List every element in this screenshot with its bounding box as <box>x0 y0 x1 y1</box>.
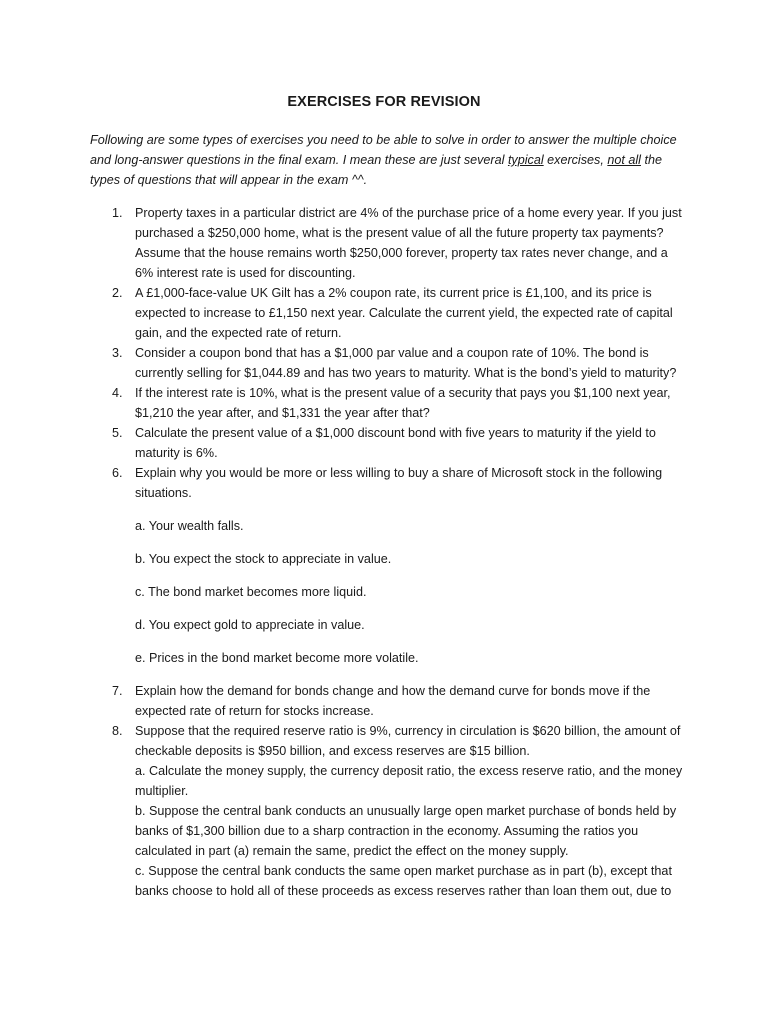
item-6-subitem-b: b. You expect the stock to appreciate in value. <box>135 552 392 566</box>
item-6-subitem-d: d. You expect gold to appreciate in value. <box>135 618 365 632</box>
item-number: 8. <box>112 724 123 738</box>
item-6-subitem-c: c. The bond market becomes more liquid. <box>135 585 367 599</box>
item-number: 3. <box>112 346 123 360</box>
item-text: Suppose that the required reserve ratio is 9%, currency in circulation is $620 billion, the amount of checkable deposits is $950 billion, and excess reserves are $15 billion. <box>135 724 681 758</box>
item-number: 4. <box>112 386 123 400</box>
item-text: A £1,000-face-value UK Gilt has a 2% coupon rate, its current price is £1,100, and its price is expected to increase to £1,150 next year. Calculate the current yield, the expected rate of capital gain, and the expected rate of return. <box>135 286 673 340</box>
intro-paragraph <box>90 130 680 190</box>
intro-not-all: not all <box>607 153 641 167</box>
item-text: Property taxes in a particular district are 4% of the purchase price of a home every year. If you just purchased a $250,000 home, what is the present value of all the future property tax payments? Assume that the house remains worth $250,000 forever, property tax rates never change, and a 6% interest rate is used for discounting. <box>135 206 682 280</box>
item-number: 6. <box>112 466 123 480</box>
intro-text-2: exercises, <box>543 153 608 167</box>
item-6-subitem-a: a. Your wealth falls. <box>135 519 244 533</box>
item-number: 7. <box>112 684 123 698</box>
exercise-item-4 <box>90 383 685 423</box>
item-number: 1. <box>112 206 123 220</box>
exercise-item-6 <box>90 463 685 503</box>
item-8-part-c: c. Suppose the central bank conducts the same open market purchase as in part (b), except that banks choose to hold all of these proceeds as excess reserves rather than loan them out, due to <box>135 864 672 898</box>
exercise-list <box>90 203 685 901</box>
intro-text-3: the types of questions that will appear in the exam ^^. <box>90 153 662 187</box>
exercise-item-2 <box>90 283 685 343</box>
exercise-item-5 <box>90 423 685 463</box>
intro-typical: typical <box>507 153 544 167</box>
exercise-item-8 <box>90 721 685 901</box>
exercise-item-7 <box>90 681 685 721</box>
item-8-part-b: b. Suppose the central bank conducts an unusually large open market purchase of bonds held by banks of $1,300 billion due to a sharp contraction in the economy. Assuming the ratios you calculated in part (a) remain the same, predict the effect on the money supply. <box>135 804 677 858</box>
exercise-item-3 <box>90 343 685 383</box>
item-number: 2. <box>112 286 123 300</box>
item-text: Explain how the demand for bonds change and how the demand curve for bonds move if the expected rate of return for stocks increase. <box>135 684 651 718</box>
intro-text-1: Following are some types of exercises you need to be able to solve in order to answer the multiple choice and long-answer questions in the final exam. I mean these are just several <box>90 133 677 167</box>
item-number: 5. <box>112 426 123 440</box>
exercise-item-1 <box>90 203 685 283</box>
item-text: If the interest rate is 10%, what is the present value of a security that pays you $1,100 next year, $1,210 the year after, and $1,331 the year after that? <box>135 386 671 420</box>
page-title: EXERCISES FOR REVISION <box>287 94 481 110</box>
item-6-subitem-e: e. Prices in the bond market become more volatile. <box>135 651 419 665</box>
item-text: Calculate the present value of a $1,000 discount bond with five years to maturity if the yield to maturity is 6%. <box>135 426 656 460</box>
item-text: Consider a coupon bond that has a $1,000 par value and a coupon rate of 10%. The bond is currently selling for $1,044.89 and has two years to maturity. What is the bond’s yield to maturity? <box>135 346 677 380</box>
item-text: Explain why you would be more or less willing to buy a share of Microsoft stock in the following situations. <box>135 466 663 500</box>
item-8-part-a: a. Calculate the money supply, the currency deposit ratio, the excess reserve ratio, and the money multiplier. <box>135 764 683 798</box>
